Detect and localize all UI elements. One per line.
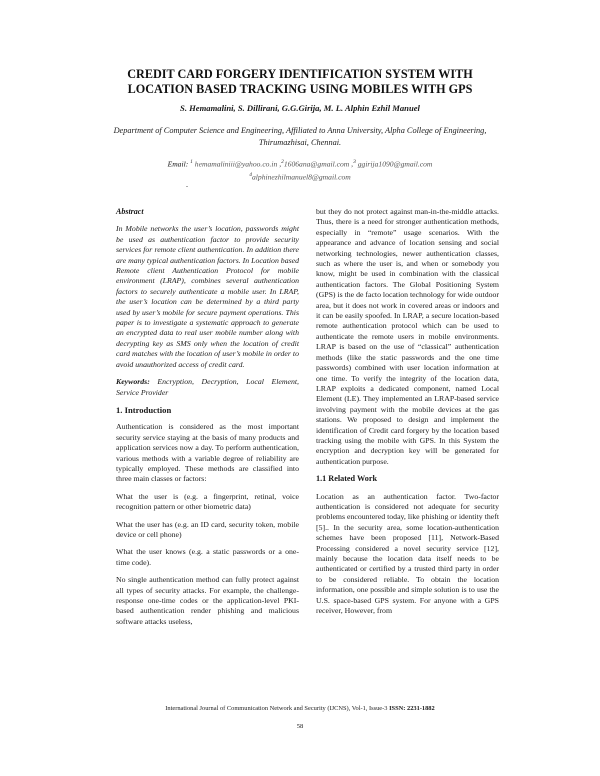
affiliation-line-2: Thirumazhisai, Chennai.: [258, 138, 342, 147]
affiliation-line-1: Department of Computer Science and Engineering, Affiliated to Anna University, Alpha College of Engineering,: [113, 126, 487, 135]
journal-issn: ISSN: 2231-1882: [389, 705, 435, 712]
journal-name: International Journal of Communication Network and Security (IJCNS), Vol-1, Issue-3: [165, 705, 388, 712]
intro-paragraph-1: Authentication is considered as the most important security service staying at the basis of many products and application services now a day. To perform authentication, various methods with a variable degree of reliability are typically employed. These methods are classified into three main classes or factors:: [116, 422, 299, 484]
email-2[interactable]: 1606ana@gmail.com: [283, 159, 350, 169]
email-block: [90, 157, 510, 182]
abstract-text: In Mobile networks the user’s location, passwords might be used as authentication factor to provide security services for remote client authentication. In addition there are many typical authentication factors. In Location based Remote client Authentication Protocol for mobile environment (LRAP), combines several authentication factors to securely authenticate a mobile user. In LRAP, the user’s location can be determined by a third party used by user’s mobile for secure payment operations. This paper is to investigate a systematic approach to generate an encrypted data to real user mobile number along with decrypting key as SMS only when the location of credit card matches with the location of user’s mobile in order to avoid unauthorized access of credit card.: [116, 224, 299, 369]
email-3[interactable]: ggirija1090@gmail.com: [357, 159, 433, 169]
email-line-2: [90, 170, 510, 183]
left-column: [116, 207, 299, 627]
right-column: [316, 207, 499, 616]
page-number: 58: [296, 723, 304, 730]
title-line-2: LOCATION BASED TRACKING USING MOBILES WITH GPS: [127, 82, 473, 96]
paper-title: [60, 67, 540, 97]
title-line-1: CREDIT CARD FORGERY IDENTIFICATION SYSTEM WITH: [127, 67, 473, 81]
right-paragraph-1: but they do not protect against man-in-the-middle attacks. Thus, there is a need for stronger authentication methods, especially in “remote” usage scenarios. With the appearance and advance of location sensing and social networking technologies, newer authentication classes, such as where the user is, and when or somebody you know, might be used in combination with the classical authentication factors. The Global Positioning System (GPS) is the de facto location technology for wide outdoor area, but it does not work in covered areas or indoors and it can be easily spoofed. In LRAP, a secure location-based remote authentication protocol which can be used to authenticate the remote users in mobile environments. LRAP is based on the use of “classical” authentication methods (like the static passwords and the one time passwords) combined with user location information at one time. To verify the integrity of the location data, LRAP exploits a dedicated component, named Local Element (LE). They implemented an LRAP-based service involving payment with the mobile devices at the gas stations. We proposed to design and implement the identification of Credit card forgery by the location based tracking using the mobile with GPS. In this System the encryption and decryption key will be generated for authentication purpose.: [316, 207, 499, 466]
intro-paragraph-3: What the user has (e.g. an ID card, security token, mobile device or cell phone): [116, 519, 299, 539]
author-list: S. Hemamalini, S. Dillirani, G.G.Girija, M. L. Alphin Ezhil Manuel: [180, 103, 420, 113]
keywords: [116, 377, 299, 398]
email-2-sup: 2: [281, 159, 284, 165]
email-label: Email:: [167, 159, 189, 169]
email-line-1: Email: $^1$ hemamaliniii@yahoo.co.in ,$^2$1606ana@gmail.com ,$^3$ ggirija1090@gmail.com: [167, 159, 433, 169]
affiliation: [70, 125, 530, 149]
email-4-sup: 4: [249, 171, 252, 178]
email-1-sup: 1: [190, 159, 193, 165]
intro-paragraph-5: No single authentication method can fully protect against all types of security attacks. For example, the challenge- response one-time codes or the application-level PKI-based authentication render phishing and malicious software attacks useless,: [116, 575, 299, 626]
keywords-label: Keywords:: [116, 377, 150, 387]
intro-paragraph-2: What the user is (e.g. a fingerprint, retinal, voice recognition pattern or other biometric data): [116, 491, 299, 512]
email-4[interactable]: alphinezhilmanuel8@gmail.com: [252, 172, 351, 182]
email-3-sup: 3: [353, 159, 356, 165]
intro-heading: 1. Introduction: [116, 404, 172, 415]
journal-footer: [60, 705, 540, 712]
stray-dot: .: [186, 180, 188, 189]
intro-paragraph-4: What the user knows (e.g. a static passwords or a one-time code).: [116, 547, 299, 567]
right-paragraph-2: Location as an authentication factor. Two-factor authentication is considered not adequate for security problems encountered today, like phishing or identity theft [5].. In the security area, some location-authentication schemes have been proposed [11], Network-Based Processing considered a novel security service [12], mainly because the location data itself needs to be authenticated or certified by a trusted third party in order to be considered reliable. To obtain the location information, one possible and simple solution is to use the U.S. space-based GPS system. For anyone with a GPS receiver, However, from: [316, 491, 499, 616]
email-1[interactable]: hemamaliniii@yahoo.co.in: [194, 159, 278, 169]
related-work-heading: 1.1 Related Work: [316, 474, 378, 484]
abstract-heading: Abstract: [116, 207, 144, 216]
keywords-text: Encryption, Decryption, Local Element, Service Provider: [116, 377, 299, 397]
